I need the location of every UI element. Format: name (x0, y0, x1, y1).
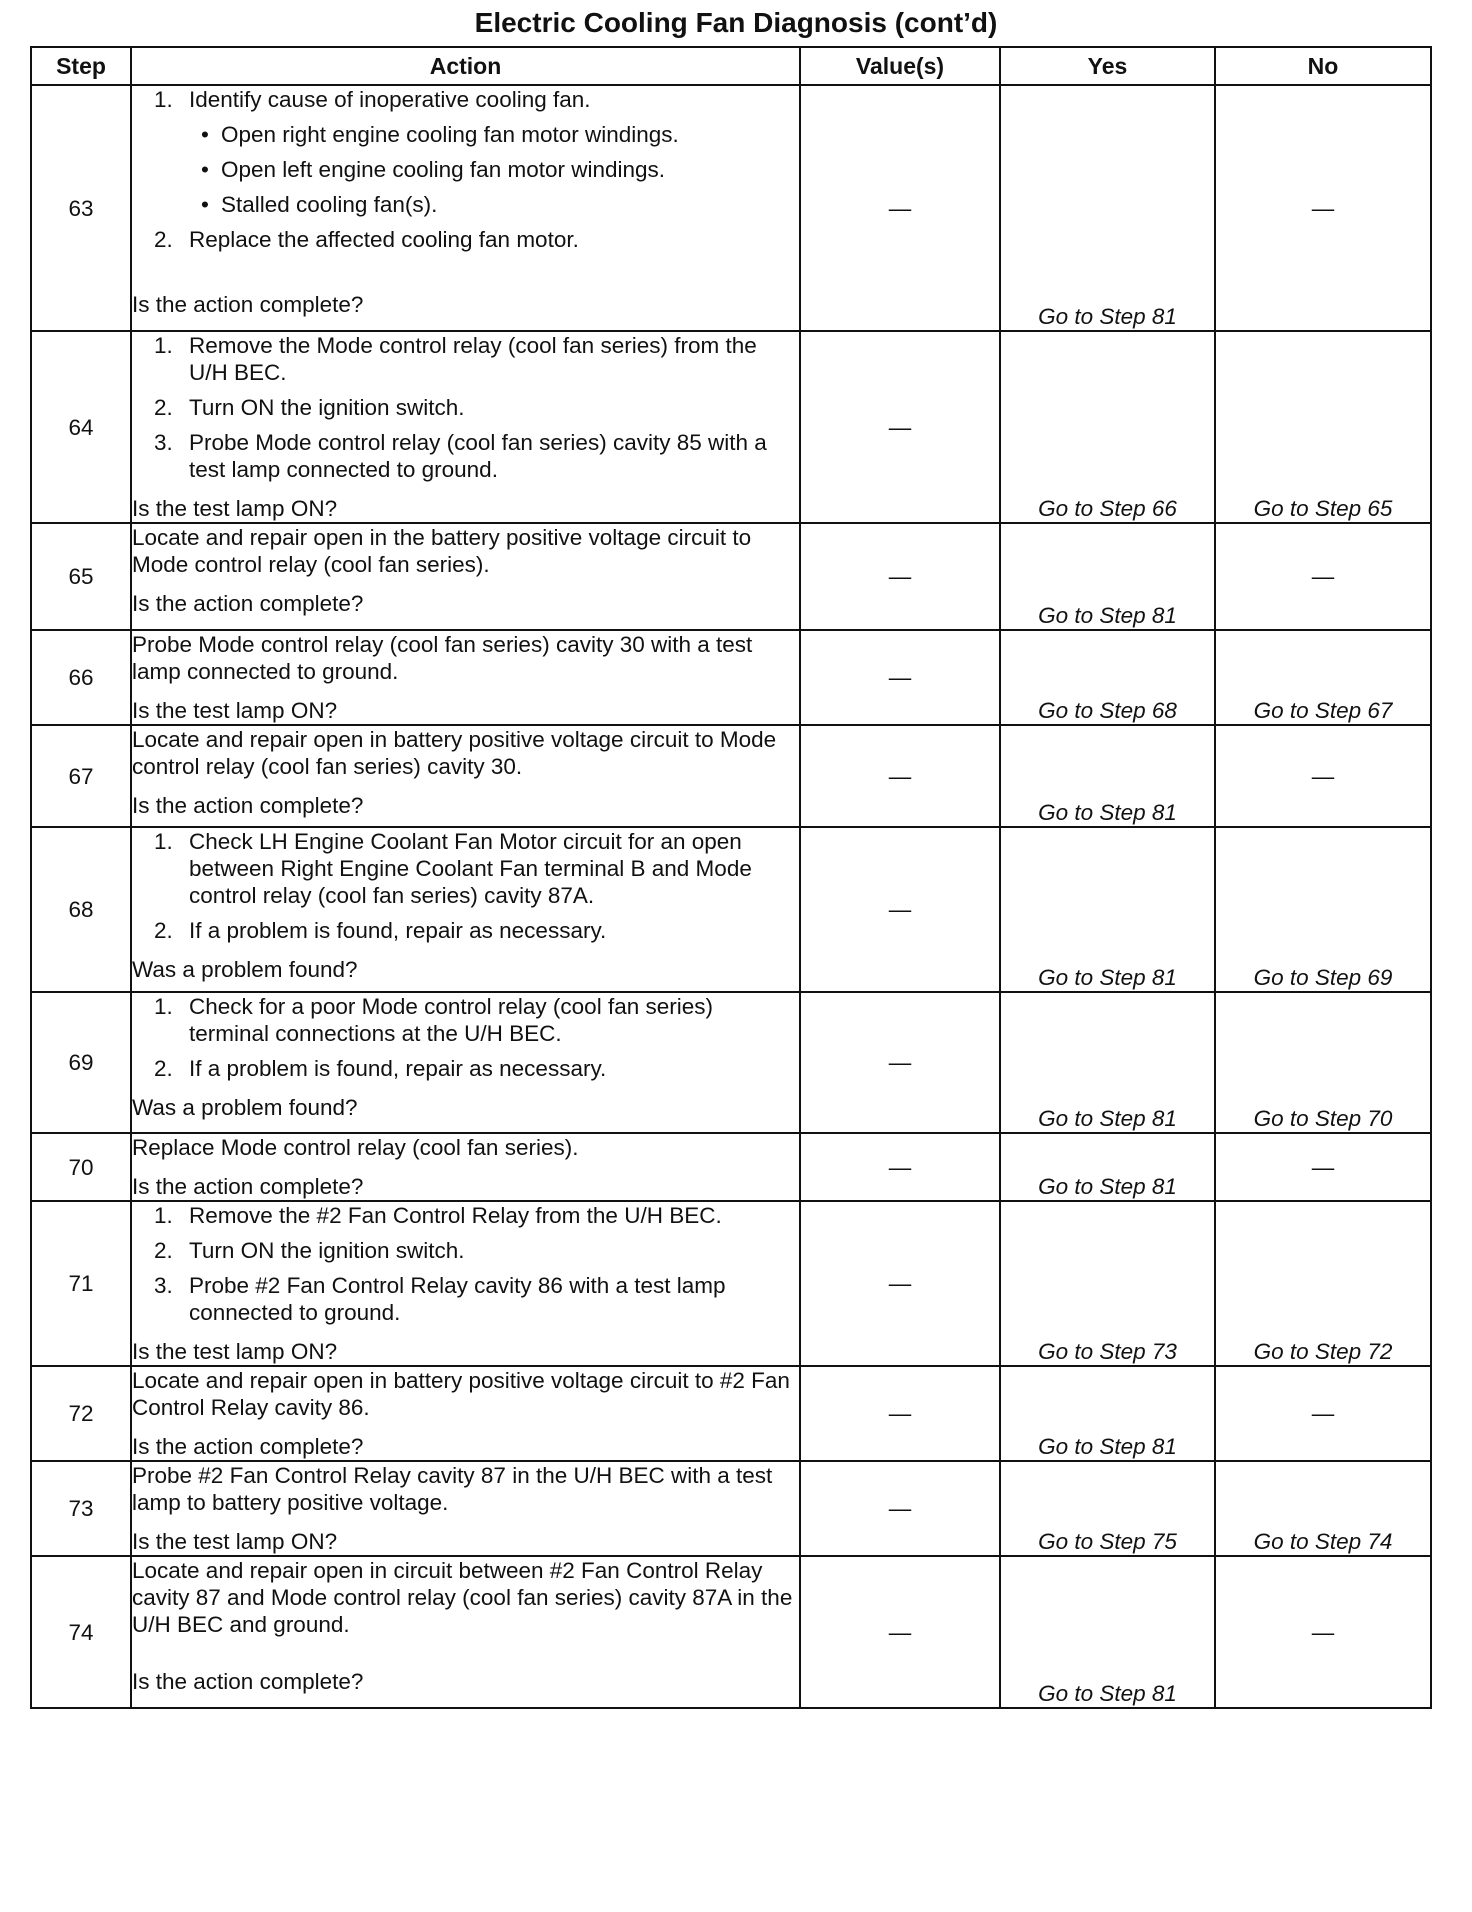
step-index: 1. (154, 994, 173, 1019)
action-cell (131, 1201, 800, 1366)
action-question: Is the action complete? (132, 793, 364, 818)
action-question: Was a problem found? (132, 1095, 358, 1120)
action-text: Locate and repair open in circuit between #2 Fan Control Relay cavity 87 and Mode control relay (cool fan series) cavity 87A in the U/H BEC and ground. (132, 1558, 793, 1637)
action-cell (131, 1133, 800, 1201)
step-number: 69 (31, 992, 131, 1133)
numbered-step (132, 1272, 799, 1326)
value-cell: — (800, 630, 1000, 725)
yes-result: Go to Step 75 (1000, 1461, 1215, 1556)
step-index: 1. (154, 87, 173, 112)
step-number: 71 (31, 1201, 131, 1366)
step-index: 1. (154, 829, 173, 854)
yes-result: Go to Step 81 (1000, 1556, 1215, 1708)
no-result: — (1215, 725, 1431, 827)
numbered-steps (132, 1202, 799, 1334)
action-question: Is the action complete? (132, 1174, 364, 1199)
action-question: Is the test lamp ON? (132, 1529, 338, 1554)
numbered-steps (132, 332, 799, 491)
table-row (31, 827, 1431, 992)
header-row (31, 47, 1431, 85)
action-text: Probe #2 Fan Control Relay cavity 87 in the U/H BEC with a test lamp to battery positive voltage. (132, 1463, 773, 1515)
table-row (31, 630, 1431, 725)
action-content (132, 993, 799, 1121)
action-question: Is the test lamp ON? (132, 1339, 338, 1364)
no-result: Go to Step 69 (1215, 827, 1431, 992)
bullet-item (189, 156, 799, 183)
action-text: Locate and repair open in the battery positive voltage circuit to Mode control relay (cool fan series). (132, 525, 752, 577)
no-result: Go to Step 67 (1215, 630, 1431, 725)
step-number: 65 (31, 523, 131, 630)
action-cell (131, 523, 800, 630)
header-yes: Yes (1000, 47, 1215, 85)
step-text: If a problem is found, repair as necessary. (189, 918, 607, 943)
yes-result: Go to Step 66 (1000, 331, 1215, 523)
value-cell: — (800, 523, 1000, 630)
header-action: Action (131, 47, 800, 85)
bullet-item (189, 191, 799, 218)
action-question: Was a problem found? (132, 957, 358, 982)
value-cell: — (800, 85, 1000, 331)
spacer (132, 261, 799, 287)
action-cell (131, 630, 800, 725)
page-title: Electric Cooling Fan Diagnosis (cont’d) (474, 7, 998, 38)
table-body (31, 85, 1431, 1708)
value-cell: — (800, 1556, 1000, 1708)
action-content (132, 1462, 799, 1555)
bullet-item (189, 121, 799, 148)
table-row (31, 1366, 1431, 1461)
header-no: No (1215, 47, 1431, 85)
action-text: Replace Mode control relay (cool fan series). (132, 1135, 579, 1160)
spacer (132, 1646, 799, 1664)
action-cell (131, 1461, 800, 1556)
step-index: 2. (154, 227, 173, 252)
action-text: Probe Mode control relay (cool fan series) cavity 30 with a test lamp connected to ground. (132, 632, 753, 684)
action-question: Is the test lamp ON? (132, 496, 338, 521)
step-number: 72 (31, 1366, 131, 1461)
yes-result: Go to Step 81 (1000, 1366, 1215, 1461)
yes-result: Go to Step 81 (1000, 85, 1215, 331)
step-text: Remove the Mode control relay (cool fan series) from the U/H BEC. (189, 333, 757, 385)
numbered-step (132, 1237, 799, 1264)
no-result: — (1215, 523, 1431, 630)
numbered-step (132, 993, 799, 1047)
no-result: Go to Step 72 (1215, 1201, 1431, 1366)
numbered-step (132, 332, 799, 386)
value-cell: — (800, 1133, 1000, 1201)
step-index: 2. (154, 1238, 173, 1263)
step-index: 2. (154, 1056, 173, 1081)
action-content (132, 828, 799, 983)
diagnosis-table (30, 46, 1432, 1709)
step-number: 66 (31, 630, 131, 725)
step-index: 2. (154, 395, 173, 420)
bullet-text: Stalled cooling fan(s). (221, 192, 438, 217)
yes-result: Go to Step 81 (1000, 725, 1215, 827)
numbered-step (132, 1055, 799, 1082)
table-row (31, 725, 1431, 827)
no-result: — (1215, 1366, 1431, 1461)
action-content (132, 726, 799, 819)
no-result: — (1215, 1556, 1431, 1708)
numbered-step (132, 828, 799, 909)
action-question: Is the action complete? (132, 1669, 364, 1694)
yes-result: Go to Step 81 (1000, 827, 1215, 992)
header-step: Step (31, 47, 131, 85)
step-number: 73 (31, 1461, 131, 1556)
numbered-step (132, 86, 799, 218)
action-content (132, 631, 799, 724)
no-result: Go to Step 65 (1215, 331, 1431, 523)
header-value: Value(s) (800, 47, 1000, 85)
action-content (132, 86, 799, 318)
step-text: If a problem is found, repair as necessary. (189, 1056, 607, 1081)
step-text: Probe #2 Fan Control Relay cavity 86 with a test lamp connected to ground. (189, 1273, 726, 1325)
action-content (132, 332, 799, 522)
step-index: 3. (154, 430, 173, 455)
action-cell (131, 331, 800, 523)
action-content (132, 1202, 799, 1365)
action-content (132, 524, 799, 617)
no-result: Go to Step 74 (1215, 1461, 1431, 1556)
numbered-steps (132, 993, 799, 1090)
action-content (132, 1134, 799, 1200)
value-cell: — (800, 1461, 1000, 1556)
bullet-icon: • (201, 192, 209, 217)
step-text: Identify cause of inoperative cooling fan. (189, 87, 591, 112)
action-question: Is the action complete? (132, 1434, 364, 1459)
value-cell: — (800, 1201, 1000, 1366)
step-index: 1. (154, 1203, 173, 1228)
numbered-step (132, 394, 799, 421)
action-cell (131, 85, 800, 331)
table-row (31, 1556, 1431, 1708)
action-question: Is the action complete? (132, 591, 364, 616)
step-number: 68 (31, 827, 131, 992)
step-text: Turn ON the ignition switch. (189, 395, 465, 420)
numbered-step (132, 1202, 799, 1229)
step-text: Replace the affected cooling fan motor. (189, 227, 579, 252)
action-text: Locate and repair open in battery positive voltage circuit to Mode control relay (cool fan series) cavity 30. (132, 727, 777, 779)
action-cell (131, 1366, 800, 1461)
step-text: Check LH Engine Coolant Fan Motor circuit for an open between Right Engine Coolant Fan terminal B and Mode control relay (cool fan series) cavity 87A. (189, 829, 752, 908)
step-text: Probe Mode control relay (cool fan series) cavity 85 with a test lamp connected to ground. (189, 430, 767, 482)
numbered-step (132, 917, 799, 944)
table-row (31, 1133, 1431, 1201)
yes-result: Go to Step 81 (1000, 992, 1215, 1133)
table-row (31, 523, 1431, 630)
yes-result: Go to Step 68 (1000, 630, 1215, 725)
bullet-icon: • (201, 122, 209, 147)
step-number: 74 (31, 1556, 131, 1708)
yes-result: Go to Step 81 (1000, 1133, 1215, 1201)
value-cell: — (800, 992, 1000, 1133)
step-text: Check for a poor Mode control relay (cool fan series) terminal connections at the U/H BEC. (189, 994, 713, 1046)
action-cell (131, 827, 800, 992)
table-row (31, 331, 1431, 523)
action-cell (131, 992, 800, 1133)
action-cell (131, 1556, 800, 1708)
value-cell: — (800, 331, 1000, 523)
no-result: — (1215, 1133, 1431, 1201)
bullet-text: Open left engine cooling fan motor windings. (221, 157, 666, 182)
bullet-icon: • (201, 157, 209, 182)
numbered-step (132, 429, 799, 483)
step-text: Turn ON the ignition switch. (189, 1238, 465, 1263)
no-result: Go to Step 70 (1215, 992, 1431, 1133)
step-number: 64 (31, 331, 131, 523)
action-question: Is the test lamp ON? (132, 698, 338, 723)
bullet-list (189, 121, 799, 218)
value-cell: — (800, 827, 1000, 992)
numbered-step (132, 226, 799, 253)
value-cell: — (800, 1366, 1000, 1461)
step-number: 67 (31, 725, 131, 827)
step-number: 63 (31, 85, 131, 331)
bullet-text: Open right engine cooling fan motor windings. (221, 122, 679, 147)
table-row (31, 85, 1431, 331)
action-content (132, 1557, 799, 1695)
numbered-steps (132, 828, 799, 952)
action-question: Is the action complete? (132, 292, 364, 317)
table-row (31, 1461, 1431, 1556)
step-index: 3. (154, 1273, 173, 1298)
step-number: 70 (31, 1133, 131, 1201)
value-cell: — (800, 725, 1000, 827)
yes-result: Go to Step 73 (1000, 1201, 1215, 1366)
action-text: Locate and repair open in battery positive voltage circuit to #2 Fan Control Relay cavity 86. (132, 1368, 790, 1420)
numbered-steps (132, 86, 799, 261)
table-row (31, 992, 1431, 1133)
step-text: Remove the #2 Fan Control Relay from the U/H BEC. (189, 1203, 722, 1228)
action-content (132, 1367, 799, 1460)
step-index: 1. (154, 333, 173, 358)
step-index: 2. (154, 918, 173, 943)
table-row (31, 1201, 1431, 1366)
yes-result: Go to Step 81 (1000, 523, 1215, 630)
no-result: — (1215, 85, 1431, 331)
action-cell (131, 725, 800, 827)
